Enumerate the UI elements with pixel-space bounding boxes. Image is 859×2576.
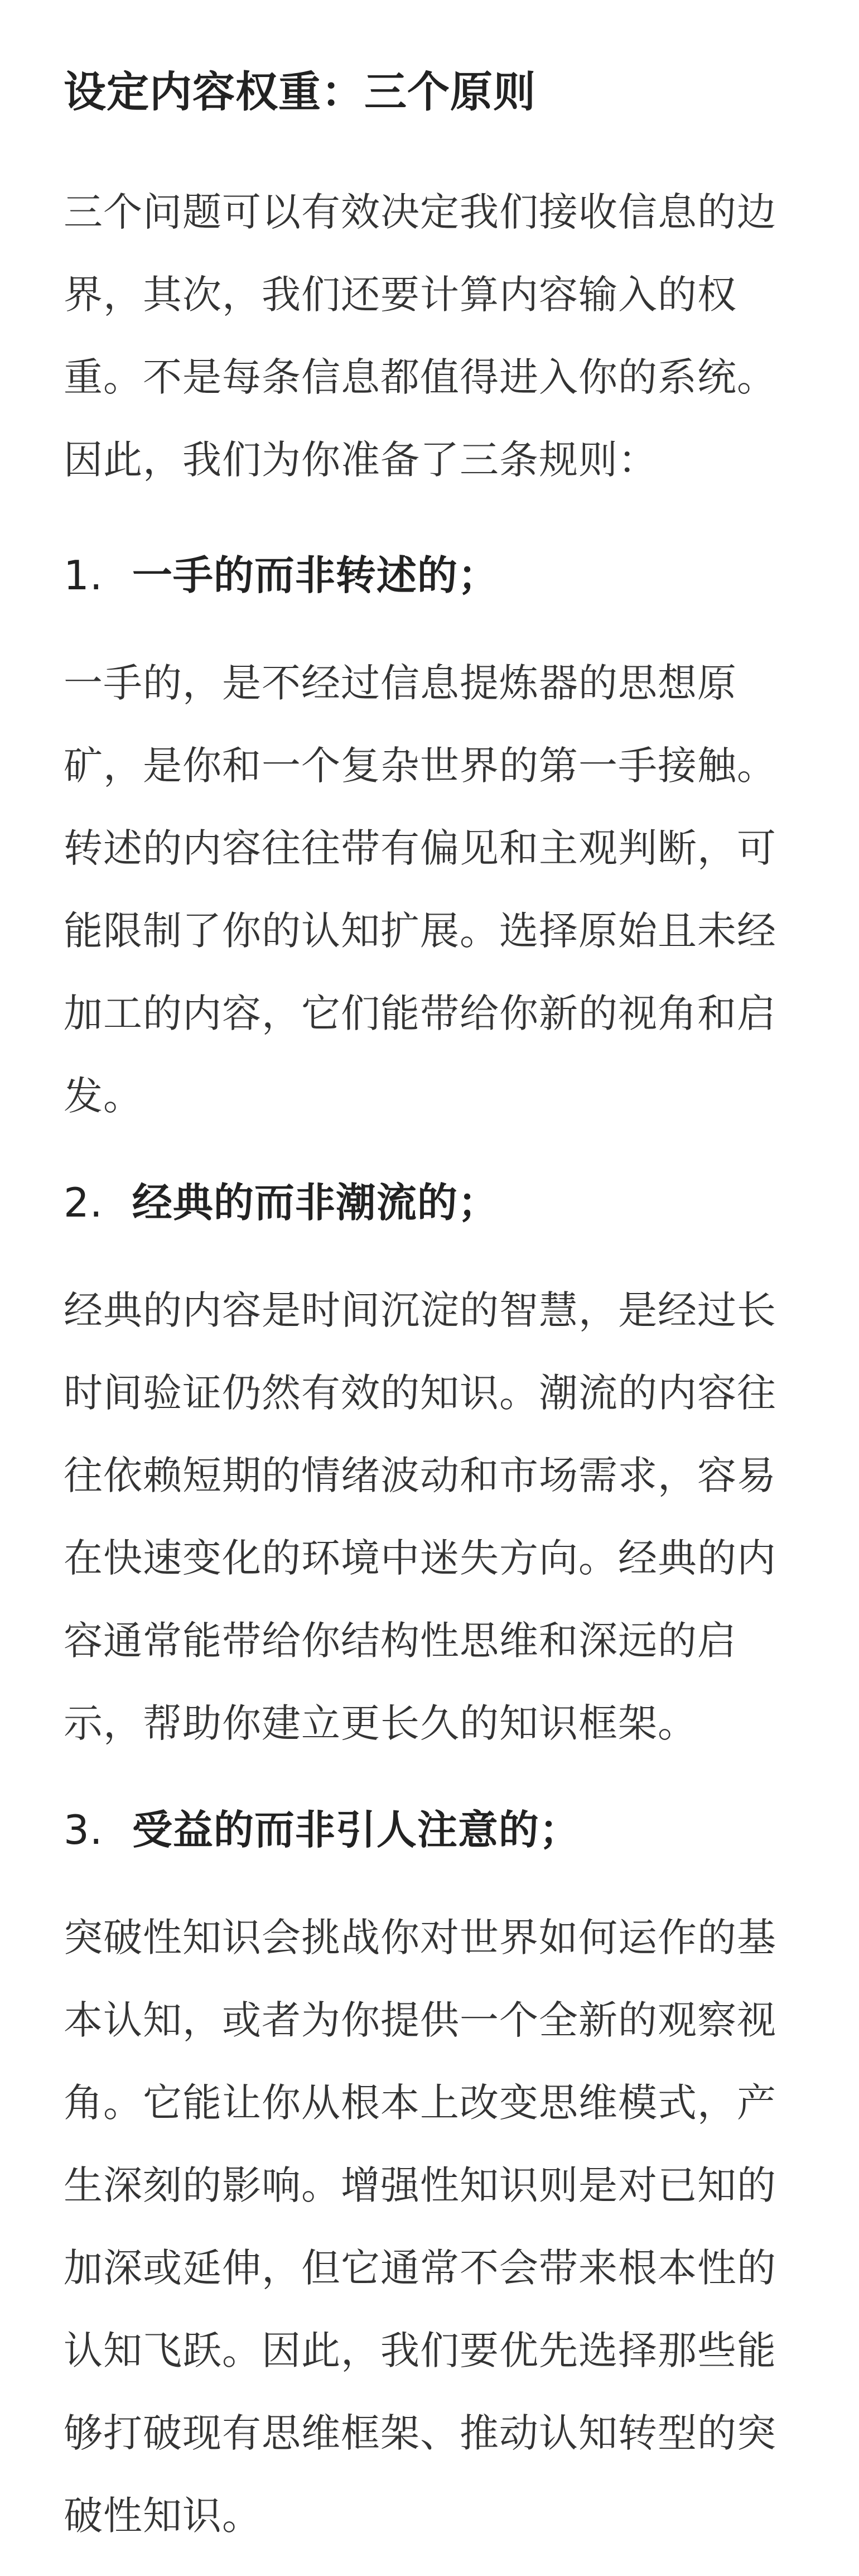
section-1-heading-text: 一手的而非转述的；	[132, 552, 499, 599]
section-1-body: 一手的，是不经过信息提炼器的思想原矿，是你和一个复杂世界的第一手接触。转述的内容往往带有偏见和主观判断，可能限制了你的认知扩展。选择原始且未经加工的内容，它们能带给你新的视角和启发。	[64, 660, 776, 1119]
article-title: 设定内容权重：三个原则	[64, 67, 536, 117]
section-3-heading-text: 受益的而非引人注意的；	[132, 1806, 580, 1853]
section-2-heading-text: 经典的而非潮流的；	[132, 1179, 499, 1226]
section-2-number: 2.	[64, 1179, 103, 1226]
section-2-body: 经典的内容是时间沉淀的智慧，是经过长时间验证仍然有效的知识。潮流的内容往往依赖短期的情绪波动和市场需求，容易在快速变化的环境中迷失方向。经典的内容通常能带给你结构性思维和深远的启示，帮助你建立更长久的知识框架。	[64, 1287, 776, 1746]
section-3-number: 3.	[64, 1806, 103, 1853]
intro-paragraph: 三个问题可以有效决定我们接收信息的边界，其次，我们还要计算内容输入的权重。不是每条信息都值得进入你的系统。因此，我们为你准备了三条规则：	[64, 189, 776, 483]
section-3-body: 突破性知识会挑战你对世界如何运作的基本认知，或者为你提供一个全新的观察视角。它能让你从根本上改变思维模式，产生深刻的影响。增强性知识则是对已知的加深或延伸，但它通常不会带来根本性的认知飞跃。因此，我们要优先选择那些能够打破现有思维框架、推动认知转型的突破性知识。	[64, 1915, 776, 2539]
section-1-heading	[64, 545, 811, 606]
section-3-heading	[64, 1799, 811, 1861]
section-2-heading	[64, 1172, 811, 1233]
section-1-number: 1.	[64, 552, 103, 599]
article	[64, 61, 811, 2557]
